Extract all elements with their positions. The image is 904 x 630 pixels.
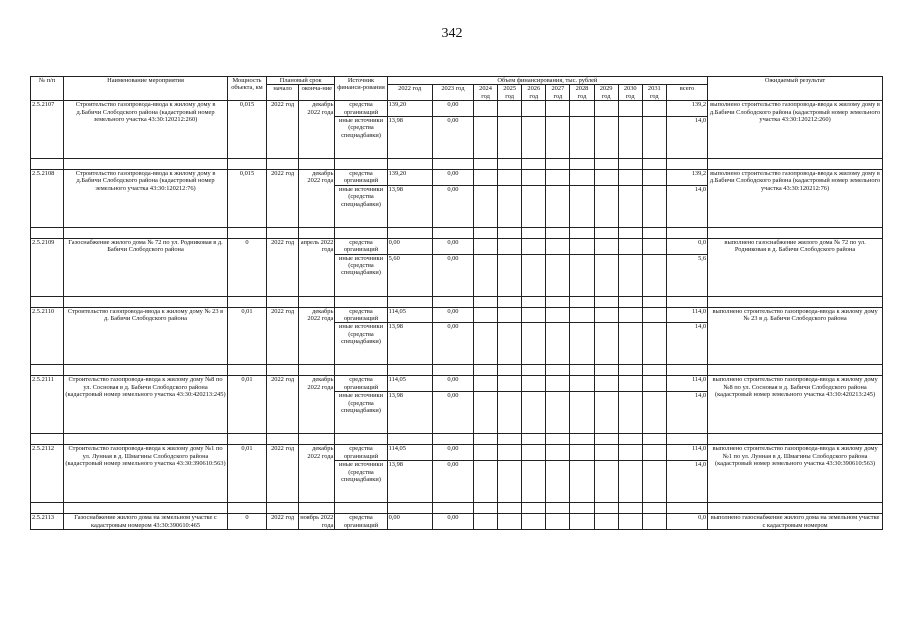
empty-year-cell bbox=[498, 323, 522, 365]
row-id: 2.5.2108 bbox=[31, 170, 64, 228]
row-result: выполнено строительство газопровода-ввода к жилому дому в д.Бабичи Слободского района (кадастровый номер земельного участка 43:30:120212:76) bbox=[708, 170, 883, 228]
header-2028: 2028 год bbox=[570, 85, 594, 101]
row-name: Строительство газопровода-ввода к жилому дому № 23 в д. Бабичи Слободского района bbox=[64, 307, 228, 365]
empty-year-cell bbox=[642, 392, 666, 434]
empty-year-cell bbox=[594, 185, 618, 227]
empty-year-cell bbox=[594, 323, 618, 365]
empty-year-cell bbox=[474, 323, 498, 365]
empty-year-cell bbox=[594, 392, 618, 434]
row-source-2: иные источники (средства спецнадбавки) bbox=[335, 392, 387, 434]
empty-year-cell bbox=[594, 445, 618, 461]
row-capacity: 0,015 bbox=[227, 170, 266, 228]
row-2023-2: 0,00 bbox=[432, 392, 473, 434]
row-capacity: 0 bbox=[227, 238, 266, 296]
financing-table bbox=[30, 76, 883, 530]
empty-year-cell bbox=[570, 514, 594, 530]
header-2022: 2022 год bbox=[387, 85, 432, 101]
empty-year-cell bbox=[546, 307, 570, 323]
row-gap bbox=[31, 296, 883, 307]
row-end: декабрь 2022 года bbox=[299, 170, 335, 228]
row-2023-1: 0,00 bbox=[432, 376, 473, 392]
row-name: Строительство газопровода-ввода к жилому дому в д.Бабичи Слободского района (кадастровый номер земельного участка 43:30:120212:260) bbox=[64, 101, 228, 159]
row-2023-1: 0,00 bbox=[432, 514, 473, 530]
empty-year-cell bbox=[618, 392, 642, 434]
row-source-1: средства организаций bbox=[335, 101, 387, 117]
row-result: выполнено строительство газопровода-ввода к жилому дому № 23 в д. Бабичи Слободского района bbox=[708, 307, 883, 365]
empty-year-cell bbox=[522, 238, 546, 254]
empty-year-cell bbox=[618, 461, 642, 503]
empty-year-cell bbox=[618, 185, 642, 227]
row-2023-2: 0,00 bbox=[432, 117, 473, 159]
empty-year-cell bbox=[498, 514, 522, 530]
row-total-1: 114,0 bbox=[666, 307, 707, 323]
empty-year-cell bbox=[642, 376, 666, 392]
empty-year-cell bbox=[594, 376, 618, 392]
row-start: 2022 год bbox=[267, 376, 299, 434]
row-source-2: иные источники (средства спецнадбавки) bbox=[335, 185, 387, 227]
empty-year-cell bbox=[522, 170, 546, 186]
empty-year-cell bbox=[498, 376, 522, 392]
empty-year-cell bbox=[570, 445, 594, 461]
row-2023-1: 0,00 bbox=[432, 101, 473, 117]
empty-year-cell bbox=[570, 392, 594, 434]
row-2022-1: 0,00 bbox=[387, 514, 432, 530]
empty-year-cell bbox=[546, 170, 570, 186]
empty-year-cell bbox=[546, 445, 570, 461]
row-2023-1: 0,00 bbox=[432, 238, 473, 254]
row-name: Газоснабжение жилого дома № 72 по ул. Родниковая в д. Бабичи Слободского района bbox=[64, 238, 228, 296]
empty-year-cell bbox=[642, 445, 666, 461]
empty-year-cell bbox=[546, 323, 570, 365]
empty-year-cell bbox=[642, 254, 666, 296]
row-end: декабрь 2022 года bbox=[299, 101, 335, 159]
row-id: 2.5.2111 bbox=[31, 376, 64, 434]
row-2023-1: 0,00 bbox=[432, 445, 473, 461]
empty-year-cell bbox=[546, 461, 570, 503]
header-total: всего bbox=[666, 85, 707, 101]
empty-year-cell bbox=[474, 117, 498, 159]
row-2023-2: 0,00 bbox=[432, 254, 473, 296]
empty-year-cell bbox=[642, 514, 666, 530]
page-number: 342 bbox=[441, 26, 463, 41]
empty-year-cell bbox=[498, 254, 522, 296]
header-2030: 2030 год bbox=[618, 85, 642, 101]
empty-year-cell bbox=[474, 514, 498, 530]
empty-year-cell bbox=[594, 254, 618, 296]
empty-year-cell bbox=[618, 323, 642, 365]
empty-year-cell bbox=[594, 461, 618, 503]
row-end: декабрь 2022 года bbox=[299, 376, 335, 434]
row-start: 2022 год bbox=[267, 101, 299, 159]
table-row bbox=[31, 514, 883, 530]
empty-year-cell bbox=[594, 514, 618, 530]
empty-year-cell bbox=[546, 101, 570, 117]
empty-year-cell bbox=[618, 101, 642, 117]
row-2022-2: 5,60 bbox=[387, 254, 432, 296]
header-2025: 2025 год bbox=[498, 85, 522, 101]
row-2023-2: 0,00 bbox=[432, 461, 473, 503]
row-2022-2: 13,98 bbox=[387, 117, 432, 159]
empty-year-cell bbox=[594, 101, 618, 117]
row-id: 2.5.2109 bbox=[31, 238, 64, 296]
empty-year-cell bbox=[546, 254, 570, 296]
row-capacity: 0,015 bbox=[227, 101, 266, 159]
row-total-1: 114,0 bbox=[666, 376, 707, 392]
empty-year-cell bbox=[642, 307, 666, 323]
header-2026: 2026 год bbox=[522, 85, 546, 101]
row-source-2: иные источники (средства спецнадбавки) bbox=[335, 254, 387, 296]
row-name: Строительство газопровода-ввода к жилому дому №1 по ул. Лунная в д. Шмагины Слободского района (кадастровый номер земельного участка 43:30:390610:563) bbox=[64, 445, 228, 503]
row-name: Газоснабжение жилого дома на земельном участке с кадастровым номером 43:30:390610:465 bbox=[64, 514, 228, 530]
empty-year-cell bbox=[570, 323, 594, 365]
row-total-2: 14,0 bbox=[666, 323, 707, 365]
empty-year-cell bbox=[642, 117, 666, 159]
row-2022-2: 13,98 bbox=[387, 461, 432, 503]
row-2022-2: 13,98 bbox=[387, 323, 432, 365]
row-end: декабрь 2022 года bbox=[299, 307, 335, 365]
header-result: Ожидаемый результат bbox=[708, 77, 883, 101]
row-source-1: средства организаций bbox=[335, 238, 387, 254]
empty-year-cell bbox=[522, 307, 546, 323]
empty-year-cell bbox=[642, 238, 666, 254]
empty-year-cell bbox=[498, 307, 522, 323]
empty-year-cell bbox=[498, 185, 522, 227]
empty-year-cell bbox=[522, 254, 546, 296]
empty-year-cell bbox=[570, 185, 594, 227]
empty-year-cell bbox=[594, 238, 618, 254]
row-2022-1: 114,05 bbox=[387, 445, 432, 461]
row-source-1: средства организаций bbox=[335, 170, 387, 186]
header-source: Источник финанси-рования bbox=[335, 77, 387, 101]
row-id: 2.5.2113 bbox=[31, 514, 64, 530]
empty-year-cell bbox=[498, 238, 522, 254]
row-start: 2022 год bbox=[267, 307, 299, 365]
row-2023-2: 0,00 bbox=[432, 185, 473, 227]
empty-year-cell bbox=[570, 461, 594, 503]
row-start: 2022 год bbox=[267, 445, 299, 503]
empty-year-cell bbox=[618, 238, 642, 254]
empty-year-cell bbox=[498, 461, 522, 503]
row-name: Строительство газопровода-ввода к жилому дому в д.Бабичи Слободского района (кадастровый номер земельного участка 43:30:120212:76) bbox=[64, 170, 228, 228]
row-total-1: 0,0 bbox=[666, 514, 707, 530]
row-result: выполнено строительство газопровода-ввода к жилому дому №8 по ул. Сосновая в д. Бабичи Слободского района (кадастровый номер земельного участка 43:30:420213:245) bbox=[708, 376, 883, 434]
row-total-2: 14,0 bbox=[666, 461, 707, 503]
empty-year-cell bbox=[498, 170, 522, 186]
table-row bbox=[31, 445, 883, 461]
row-gap bbox=[31, 503, 883, 514]
row-2022-2: 13,98 bbox=[387, 185, 432, 227]
table-header bbox=[31, 77, 883, 101]
empty-year-cell bbox=[522, 101, 546, 117]
empty-year-cell bbox=[546, 376, 570, 392]
header-2031: 2031 год bbox=[642, 85, 666, 101]
row-source-1: средства организаций bbox=[335, 514, 387, 530]
header-capacity: Мощность объекта, км bbox=[227, 77, 266, 101]
row-gap bbox=[31, 159, 883, 170]
empty-year-cell bbox=[546, 392, 570, 434]
empty-year-cell bbox=[498, 117, 522, 159]
empty-year-cell bbox=[522, 185, 546, 227]
row-id: 2.5.2107 bbox=[31, 101, 64, 159]
header-2023: 2023 год bbox=[432, 85, 473, 101]
row-2022-1: 114,05 bbox=[387, 307, 432, 323]
empty-year-cell bbox=[570, 238, 594, 254]
empty-year-cell bbox=[498, 101, 522, 117]
empty-year-cell bbox=[522, 514, 546, 530]
empty-year-cell bbox=[474, 461, 498, 503]
row-total-1: 139,2 bbox=[666, 101, 707, 117]
table-row bbox=[31, 170, 883, 186]
empty-year-cell bbox=[474, 170, 498, 186]
empty-year-cell bbox=[474, 254, 498, 296]
empty-year-cell bbox=[498, 445, 522, 461]
row-2023-1: 0,00 bbox=[432, 170, 473, 186]
empty-year-cell bbox=[498, 392, 522, 434]
row-start: 2022 год bbox=[267, 238, 299, 296]
empty-year-cell bbox=[618, 170, 642, 186]
empty-year-cell bbox=[522, 445, 546, 461]
empty-year-cell bbox=[618, 514, 642, 530]
row-2023-2: 0,00 bbox=[432, 323, 473, 365]
empty-year-cell bbox=[474, 376, 498, 392]
header-2024: 2024 год bbox=[474, 85, 498, 101]
empty-year-cell bbox=[474, 392, 498, 434]
empty-year-cell bbox=[546, 117, 570, 159]
empty-year-cell bbox=[522, 117, 546, 159]
row-result: выполнено строительство газопровода-ввода к жилому дому в д.Бабичи Слободского района (кадастровый номер земельного участка 43:30:120212:260) bbox=[708, 101, 883, 159]
empty-year-cell bbox=[642, 101, 666, 117]
row-end: декабрь 2022 года bbox=[299, 445, 335, 503]
table-row bbox=[31, 376, 883, 392]
header-end: оконча-ние bbox=[299, 85, 335, 101]
row-id: 2.5.2112 bbox=[31, 445, 64, 503]
row-capacity: 0,01 bbox=[227, 307, 266, 365]
empty-year-cell bbox=[594, 170, 618, 186]
empty-year-cell bbox=[474, 307, 498, 323]
empty-year-cell bbox=[474, 445, 498, 461]
row-result: выполнено строительство газопровода-ввода к жилому дому №1 по ул. Лунная в д. Шмагины Слободского района (кадастровый номер земельного участка 43:30:390610:563) bbox=[708, 445, 883, 503]
empty-year-cell bbox=[570, 170, 594, 186]
row-source-2: иные источники (средства спецнадбавки) bbox=[335, 461, 387, 503]
row-end: апрель 2022 года bbox=[299, 238, 335, 296]
row-capacity: 0,01 bbox=[227, 376, 266, 434]
empty-year-cell bbox=[522, 461, 546, 503]
empty-year-cell bbox=[474, 101, 498, 117]
empty-year-cell bbox=[546, 514, 570, 530]
empty-year-cell bbox=[618, 445, 642, 461]
row-source-1: средства организаций bbox=[335, 376, 387, 392]
row-result: выполнено газоснабжение жилого дома № 72 по ул. Родниковая в д. Бабичи Слободского района bbox=[708, 238, 883, 296]
empty-year-cell bbox=[570, 117, 594, 159]
row-total-1: 139,2 bbox=[666, 170, 707, 186]
row-source-1: средства организаций bbox=[335, 445, 387, 461]
row-source-2: иные источники (средства спецнадбавки) bbox=[335, 117, 387, 159]
row-source-1: средства организаций bbox=[335, 307, 387, 323]
empty-year-cell bbox=[618, 117, 642, 159]
empty-year-cell bbox=[618, 307, 642, 323]
header-2029: 2029 год bbox=[594, 85, 618, 101]
header-name: Наименование мероприятия bbox=[64, 77, 228, 101]
empty-year-cell bbox=[546, 238, 570, 254]
row-total-1: 0,0 bbox=[666, 238, 707, 254]
row-end: ноябрь 2022 года bbox=[300, 514, 334, 529]
table-row bbox=[31, 307, 883, 323]
row-source-2: иные источники (средства спецнадбавки) bbox=[335, 323, 387, 365]
row-capacity: 0,01 bbox=[227, 445, 266, 503]
empty-year-cell bbox=[522, 323, 546, 365]
row-gap bbox=[31, 365, 883, 376]
header-num: № п/п bbox=[31, 77, 64, 101]
row-gap bbox=[31, 227, 883, 238]
empty-year-cell bbox=[618, 254, 642, 296]
table-body bbox=[31, 101, 883, 530]
row-total-2: 5,6 bbox=[666, 254, 707, 296]
empty-year-cell bbox=[618, 376, 642, 392]
row-id: 2.5.2110 bbox=[31, 307, 64, 365]
table-row bbox=[31, 101, 883, 117]
empty-year-cell bbox=[522, 392, 546, 434]
empty-year-cell bbox=[474, 238, 498, 254]
empty-year-cell bbox=[594, 117, 618, 159]
empty-year-cell bbox=[522, 376, 546, 392]
empty-year-cell bbox=[570, 101, 594, 117]
row-capacity: 0 bbox=[227, 514, 266, 530]
row-total-2: 14,0 bbox=[666, 392, 707, 434]
header-volume: Объем финансирования, тыс. рублей bbox=[387, 77, 708, 85]
row-2022-1: 114,05 bbox=[387, 376, 432, 392]
empty-year-cell bbox=[594, 307, 618, 323]
empty-year-cell bbox=[642, 170, 666, 186]
empty-year-cell bbox=[642, 323, 666, 365]
empty-year-cell bbox=[642, 185, 666, 227]
empty-year-cell bbox=[570, 376, 594, 392]
header-plan-term: Плановый срок bbox=[267, 77, 335, 85]
empty-year-cell bbox=[570, 307, 594, 323]
empty-year-cell bbox=[546, 185, 570, 227]
row-start: 2022 год bbox=[267, 514, 299, 530]
empty-year-cell bbox=[642, 461, 666, 503]
row-result: выполнено газоснабжение жилого дома на земельном участке с кадастровым номером bbox=[708, 514, 883, 530]
row-2022-1: 0,00 bbox=[387, 238, 432, 254]
empty-year-cell bbox=[474, 185, 498, 227]
row-name: Строительство газопровода-ввода к жилому дому №8 по ул. Сосновая в д. Бабичи Слободского района (кадастровый номер земельного участка 43:30:420213:245) bbox=[64, 376, 228, 434]
row-2022-1: 139,20 bbox=[387, 101, 432, 117]
row-2022-2: 13,98 bbox=[387, 392, 432, 434]
header-2027: 2027 год bbox=[546, 85, 570, 101]
row-total-2: 14,0 bbox=[666, 117, 707, 159]
header-start: начало bbox=[267, 85, 299, 101]
empty-year-cell bbox=[570, 254, 594, 296]
row-2022-1: 139,20 bbox=[387, 170, 432, 186]
row-2023-1: 0,00 bbox=[432, 307, 473, 323]
table-row bbox=[31, 238, 883, 254]
row-start: 2022 год bbox=[267, 170, 299, 228]
row-total-1: 114,0 bbox=[666, 445, 707, 461]
row-total-2: 14,0 bbox=[666, 185, 707, 227]
row-gap bbox=[31, 434, 883, 445]
